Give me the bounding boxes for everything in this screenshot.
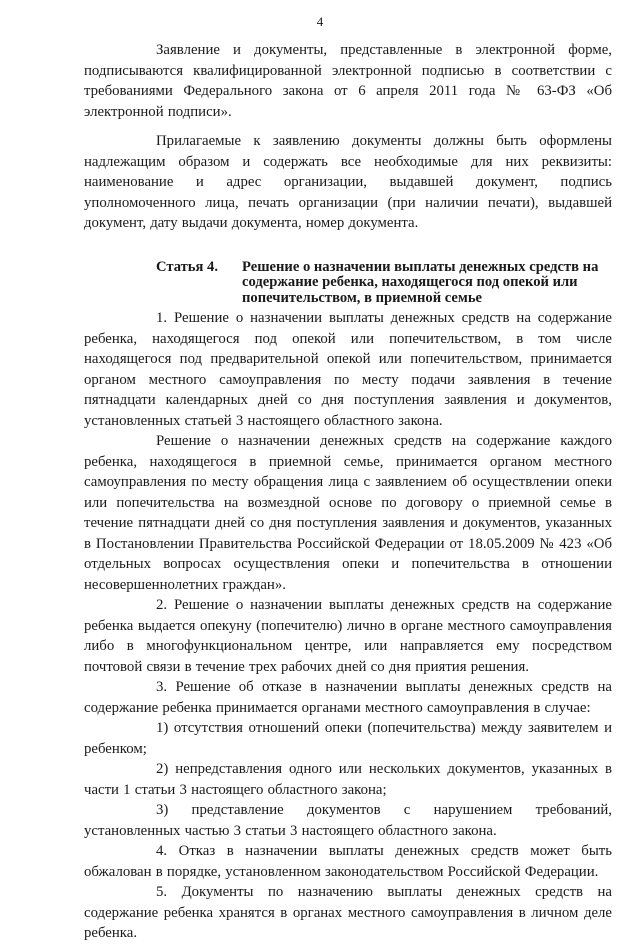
paragraph-item-2: 2. Решение о назначении выплаты денежных средств на содержание ребенка выдается опекуну (попечителю) лично в органе местного самоуправления либо в многофункциональном центре, или направляется ему посредством почтовой связи в течение трех рабочих дней со дня приятия решения. [84, 597, 612, 675]
article-heading [84, 260, 612, 307]
paragraph-item-3: 3. Решение об отказе в назначении выплаты денежных средств на содержание ребенка принимается органами местного самоуправления в случае: [84, 679, 612, 716]
paragraph-item-1: 1. Решение о назначении выплаты денежных средств на содержание ребенка, находящегося под опекой или попечительством, в том числе находящегося под предварительной опекой или попечительством, принимается органом местного самоуправления по месту подачи заявления в течение пятнадцати календарных дней со дня поступления заявления и документов, установленных статьей 3 настоящего областного закона. [84, 310, 612, 429]
paragraph-document-requirements: Прилагаемые к заявлению документы должны быть оформлены надлежащим образом и содержать все необходимые для них реквизиты: наименование и адрес организации, выдавшей документ, подпись уполномоченного лица, печать организации (при наличии печати), выдавшей документ, дату выдачи документа, номер документа. [84, 133, 612, 231]
document-body [84, 40, 612, 944]
article-number: Статья 4. [156, 258, 218, 275]
page-number: 4 [316, 14, 324, 29]
paragraph-item-4: 4. Отказ в назначении выплаты денежных средств может быть обжалован в порядке, установленном законодательством Российской Федерации. [84, 843, 612, 880]
article-title: Решение о назначении выплаты денежных средств на содержание ребенка, находящегося под опекой или попечительством, в приемной семье [242, 258, 599, 306]
paragraph-subitem-3: 3) представление документов с нарушением требований, установленных частью 3 статьи 3 настоящего областного закона. [84, 802, 612, 839]
paragraph-subitem-1: 1) отсутствия отношений опеки (попечительства) между заявителем и ребенком; [84, 720, 612, 757]
paragraph-item-5: 5. Документы по назначению выплаты денежных средств на содержание ребенка хранятся в органах местного самоуправления в личном деле ребенка. [84, 884, 612, 941]
paragraph-foster-family: Решение о назначении денежных средств на содержание каждого ребенка, находящегося в приемной семье, принимается органом местного самоуправления по месту обращения лица с заявлением об осуществлении опеки или попечительства на возмездной основе по договору о приемной семье в течение пятнадцати дней со дня поступления заявления и документов, указанных в Постановлении Правительства Российской Федерации от 18.05.2009 № 423 «Об отдельных вопросах осуществления опеки и попечительства в отношении несовершеннолетних граждан». [84, 433, 612, 593]
paragraph-subitem-2: 2) непредставления одного или нескольких документов, указанных в части 1 статьи 3 настоящего областного закона; [84, 761, 612, 798]
paragraph-electronic-signature: Заявление и документы, представленные в электронной форме, подписываются квалифицированной электронной подписью в соответствии с требованиями Федерального закона от 6 апреля 2011 года № 63-ФЗ «Об электронной подписи». [84, 42, 612, 120]
